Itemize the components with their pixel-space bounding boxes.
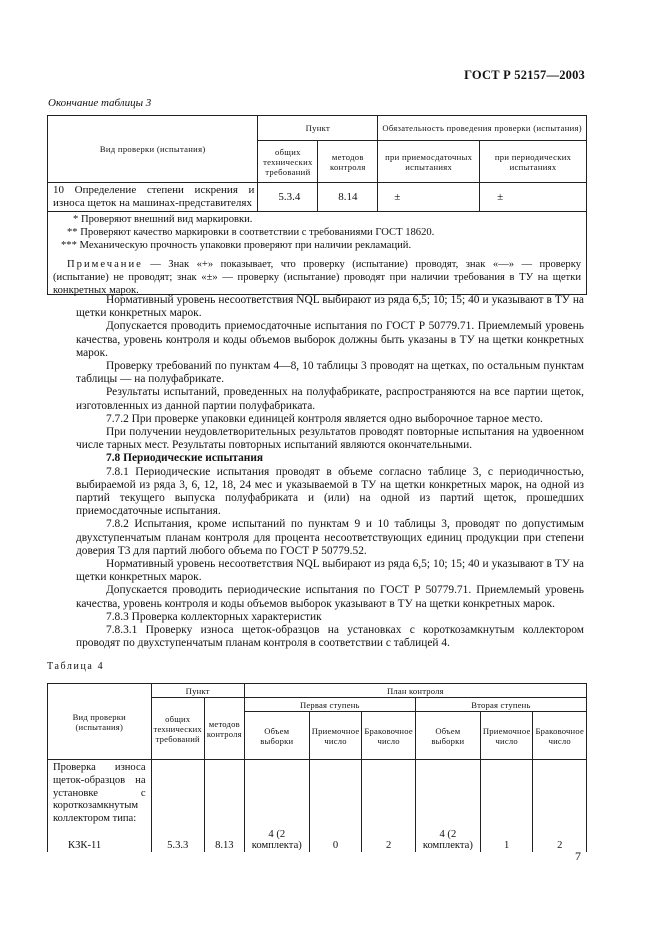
t4-col-tech-header: общих технических требований [151,698,204,760]
t4-col-check-header: Вид проверки (испытания) [48,684,152,760]
t4-row-s2-accept: 1 [480,828,533,852]
table-row [48,828,587,852]
row-name: 10 Определение степени искрения и износа щеток на машинах-представителях [48,183,258,212]
t4-row-methods: 8.13 [204,828,244,852]
t4-col-plan-header: План контроля [244,684,586,698]
t4-accept-header: Приемочное число [480,712,533,760]
t4-reject-header: Браковочное число [533,712,587,760]
paragraph: 7.8.1 Периодические испытания проводят в объеме согласно таблице 3, с периодичностью, выбираемой из ряда 3, 6, 12, 18, 24 мес и указываемой в ТУ на щетки конкретных марок, на одной из партий текущего выпуска полуфабриката и (или) на одной из партий щеток, прошедших приемосдаточные испытания. [76,465,584,518]
paragraph: 7.7.2 При проверке упаковки единицей контроля является одно выборочное тарное место. [106,412,543,425]
col-required-header: Обязательность проведения проверки (испытания) [378,116,587,141]
row-tech: 5.3.4 [258,183,318,212]
col-periodic-header: при периодических испытаниях [480,141,587,183]
page-number: 7 [575,849,581,863]
t4-sample-header: Объем выборки [244,712,309,760]
note-text: — Знак «+» показывает, что проверку (испытание) проводят, знак «—» — проверку (испытание) не проводят; знак «±» — проверку (испытание) проводят при наличии требования в ТУ на щетки конкретных марок. [53,258,581,297]
section-heading: 7.8 Периодические испытания [106,452,264,465]
body-text [76,294,584,650]
table-4 [47,683,587,852]
t4-row-s1-sample: 4 (2 комплекта) [244,828,309,852]
table3-note [53,258,581,298]
paragraph: Допускается проводить периодические испытания по ГОСТ Р 50779.71. Приемлемый уровень качества, уровень контроля и коды объемов выборок указывают в ТУ на щетки конкретных марок. [76,584,584,610]
row-methods: 8.14 [318,183,378,212]
col-clause-header: Пункт [258,116,378,141]
col-methods-header: методов контроля [318,141,378,183]
table4-caption: Таблица 4 [47,661,105,672]
standard-number: ГОСТ Р 52157—2003 [464,68,585,82]
footnote: ** Проверяют качество маркировки в соответствии с требованиями ГОСТ 18620. [67,227,435,239]
table3-caption: Окончание таблицы 3 [48,97,152,109]
paragraph: Проверку требований по пунктам 4—8, 10 таблицы 3 проводят на щетках, по остальным пунктам таблицы — на полуфабрикате. [76,360,584,386]
t4-stage2-header: Вторая ступень [415,698,586,712]
footnote: *** Механическую прочность упаковки проверяют при наличии рекламаций. [61,240,412,252]
col-tech-header: общих технических требований [258,141,318,183]
note-label: Примечание [67,258,143,270]
row-acceptance: ± [378,183,480,212]
paragraph: При получении неудовлетворительных результатов проводят повторные испытания на удвоенном числе тарных мест. Результаты повторных испытаний являются окончательными. [76,426,584,452]
t4-group-label: Проверка износа щеток-образцов на установке с короткозамкнутым коллектором типа: [48,760,152,828]
col-acceptance-header: при приемосдаточных испытаниях [378,141,480,183]
t4-row-s2-reject: 2 [533,828,587,852]
paragraph: 7.8.2 Испытания, кроме испытаний по пунктам 9 и 10 таблицы 3, проводят по допустимым двухступенчатым планам контроля для процента несоответствующих единиц продукции при степени доверия Т3 для партий любого объема по ГОСТ Р 50779.52. [76,518,584,557]
table-3 [47,115,587,212]
t4-accept-header: Приемочное число [309,712,362,760]
paragraph: 7.8.3.1 Проверку износа щеток-образцов на установках с короткозамкнутым коллектором проводят по двухступенчатым планам контроля в соответствии с таблицей 4. [76,624,584,650]
footnote: * Проверяют внешний вид маркировки. [73,214,253,225]
paragraph: Нормативный уровень несоответствия NQL выбирают из ряда 6,5; 10; 15; 40 и указывают в ТУ на щетки конкретных марок. [76,558,584,584]
t4-col-methods-header: методов контроля [204,698,244,760]
t4-col-clause-header: Пункт [151,684,244,698]
paragraph: Нормативный уровень несоответствия NQL выбирают из ряда 6,5; 10; 15; 40 и указывают в ТУ на щетки конкретных марок. [76,294,584,320]
t4-row-s1-accept: 0 [309,828,362,852]
t4-row-s2-sample: 4 (2 комплекта) [415,828,480,852]
paragraph: 7.8.3 Проверка коллекторных характеристик [106,610,322,623]
paragraph: Результаты испытаний, проведенных на полуфабрикате, распространяются на все партии щеток, изготовленных из данной партии полуфабриката. [76,386,584,412]
t4-stage1-header: Первая ступень [244,698,415,712]
paragraph: Допускается проводить приемосдаточные испытания по ГОСТ Р 50779.71. Приемлемый уровень качества, уровень контроля и коды объемов выборок должны быть указаны в ТУ на щетки конкретных марок. [76,320,584,359]
t4-row-tech: 5.3.3 [151,828,204,852]
table-row [48,183,587,212]
t4-row-s1-reject: 2 [362,828,416,852]
t4-row-name: КЗК-11 [48,828,152,852]
row-periodic: ± [480,183,587,212]
t4-reject-header: Браковочное число [362,712,416,760]
t4-sample-header: Объем выборки [415,712,480,760]
col-check-header: Вид проверки (испытания) [48,116,258,183]
table3-notes [47,211,587,295]
